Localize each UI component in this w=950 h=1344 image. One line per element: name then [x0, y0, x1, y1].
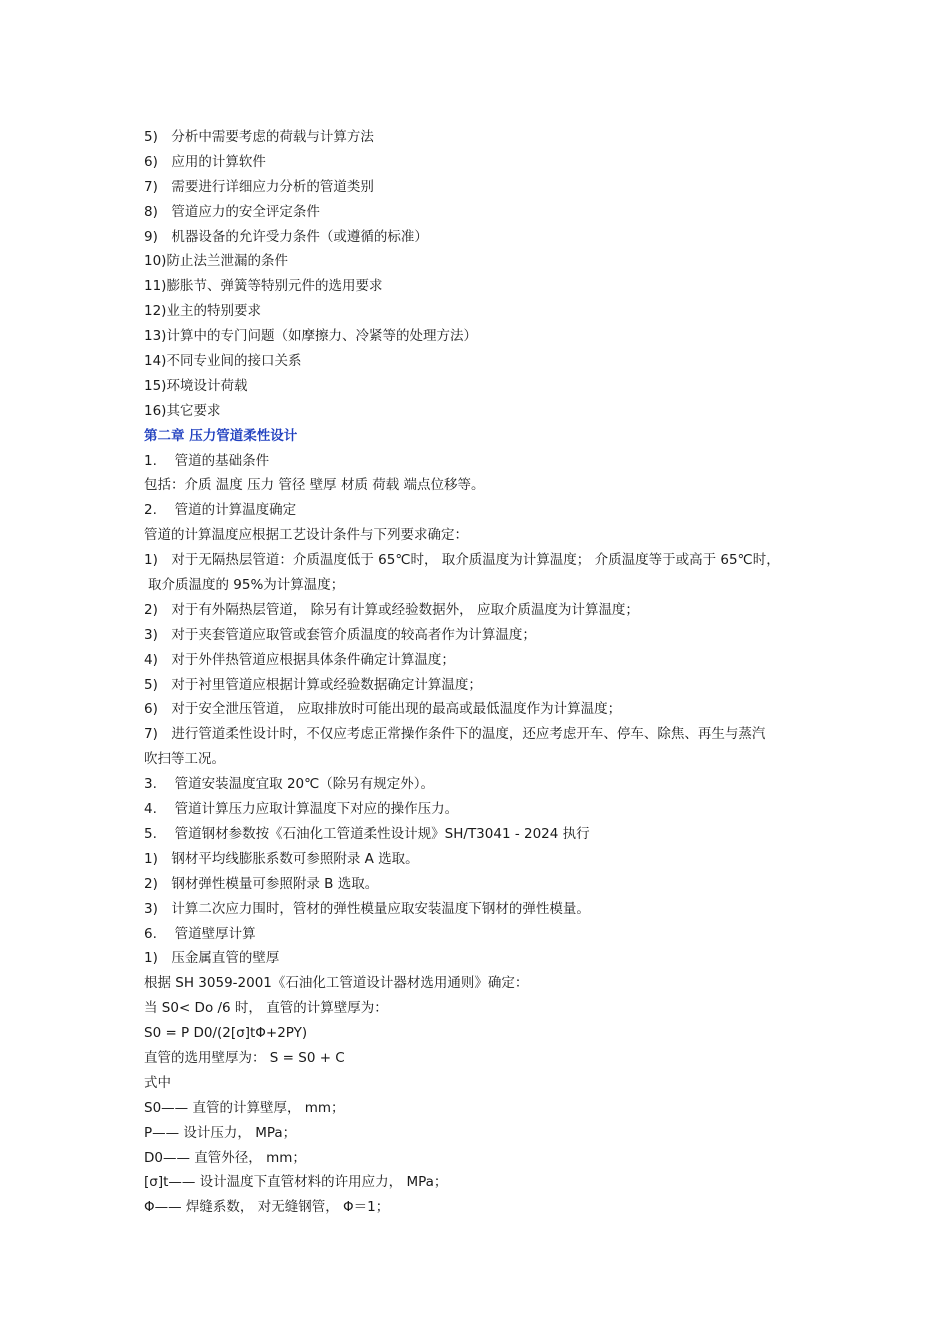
text-line: 管道的计算温度应根据工艺设计条件与下列要求确定： [144, 527, 468, 544]
text-line: [σ]t—— 设计温度下直管材料的许用应力， MPa； [144, 1174, 448, 1191]
text-line: 包括：介质 温度 压力 管径 壁厚 材质 荷载 端点位移等。 [144, 477, 485, 494]
text-line: 吹扫等工况。 [144, 751, 225, 768]
chapter-heading: 第二章 压力管道柔性设计 [144, 427, 298, 444]
text-line: 5. 管道钢材参数按《石油化工管道柔性设计规》SH/T3041 - 2024 执行 [144, 825, 590, 842]
text-line: 7) 需要进行详细应力分析的管道类别 [144, 178, 374, 195]
text-line: Φ—— 焊缝系数， 对无缝钢管， Φ＝1； [144, 1199, 390, 1216]
text-line: 14)不同专业间的接口关系 [144, 353, 302, 370]
text-line: 直管的选用壁厚为： S = S0 + C [144, 1049, 345, 1066]
text-line: P—— 设计压力， MPa； [144, 1124, 297, 1141]
text-line: 9) 机器设备的允许受力条件（或遵循的标准） [144, 228, 428, 245]
text-line: 当 S0< Do /6 时， 直管的计算壁厚为： [144, 1000, 388, 1017]
text-line: 6. 管道壁厚计算 [144, 925, 256, 942]
text-line: 1. 管道的基础条件 [144, 452, 270, 469]
text-line: 8) 管道应力的安全评定条件 [144, 203, 320, 220]
text-line: D0—— 直管外径， mm； [144, 1149, 306, 1166]
text-line: 12)业主的特别要求 [144, 303, 261, 320]
text-line: 16)其它要求 [144, 402, 221, 419]
text-line: 式中 [144, 1074, 171, 1091]
text-line: 10)防止法兰泄漏的条件 [144, 253, 288, 270]
text-line: 取介质温度的 95%为计算温度； [148, 577, 345, 594]
text-line: 13)计算中的专门问题（如摩擦力、冷紧等的处理方法） [144, 328, 477, 345]
text-line: 4) 对于外伴热管道应根据具体条件确定计算温度； [144, 651, 455, 668]
text-line: 5) 对于衬里管道应根据计算或经验数据确定计算温度； [144, 676, 482, 693]
text-line: 6) 对于安全泄压管道， 应取排放时可能出现的最高或最低温度作为计算温度； [144, 701, 622, 718]
text-line: 2) 钢材弹性模量可参照附录 B 选取。 [144, 875, 379, 892]
text-line: 3) 对于夹套管道应取管或套管介质温度的较高者作为计算温度； [144, 626, 536, 643]
text-line: 11)膨胀节、弹簧等特别元件的选用要求 [144, 278, 383, 295]
text-line: 1) 对于无隔热层管道：介质温度低于 65℃时， 取介质温度为计算温度； 介质温度等于或高于 65℃时， [144, 552, 780, 569]
text-line: 3. 管道安装温度宜取 20℃（除另有规定外）。 [144, 776, 435, 793]
text-line: 6) 应用的计算软件 [144, 153, 266, 170]
document-page [144, 125, 824, 1220]
text-line: S0 = P D0/(2[σ]tΦ+2PY) [144, 1025, 308, 1042]
text-line: 15)环境设计荷载 [144, 377, 248, 394]
text-line: 1) 压金属直管的壁厚 [144, 950, 280, 967]
text-line: 1) 钢材平均线膨胀系数可参照附录 A 选取。 [144, 850, 419, 867]
text-line: 4. 管道计算压力应取计算温度下对应的操作压力。 [144, 801, 459, 818]
text-line: 2. 管道的计算温度确定 [144, 502, 297, 519]
text-line: S0—— 直管的计算壁厚， mm； [144, 1099, 345, 1116]
text-line: 5) 分析中需要考虑的荷载与计算方法 [144, 129, 374, 145]
text-line: 7) 进行管道柔性设计时，不仅应考虑正常操作条件下的温度，还应考虑开车、停车、除焦、再生与蒸汽 [144, 726, 766, 743]
text-line: 2) 对于有外隔热层管道， 除另有计算或经验数据外， 应取介质温度为计算温度； [144, 601, 639, 618]
text-line: 3) 计算二次应力围时，管材的弹性模量应取安装温度下钢材的弹性模量。 [144, 900, 590, 917]
text-line: 根据 SH 3059-2001《石油化工管道设计器材选用通则》确定： [144, 975, 529, 992]
